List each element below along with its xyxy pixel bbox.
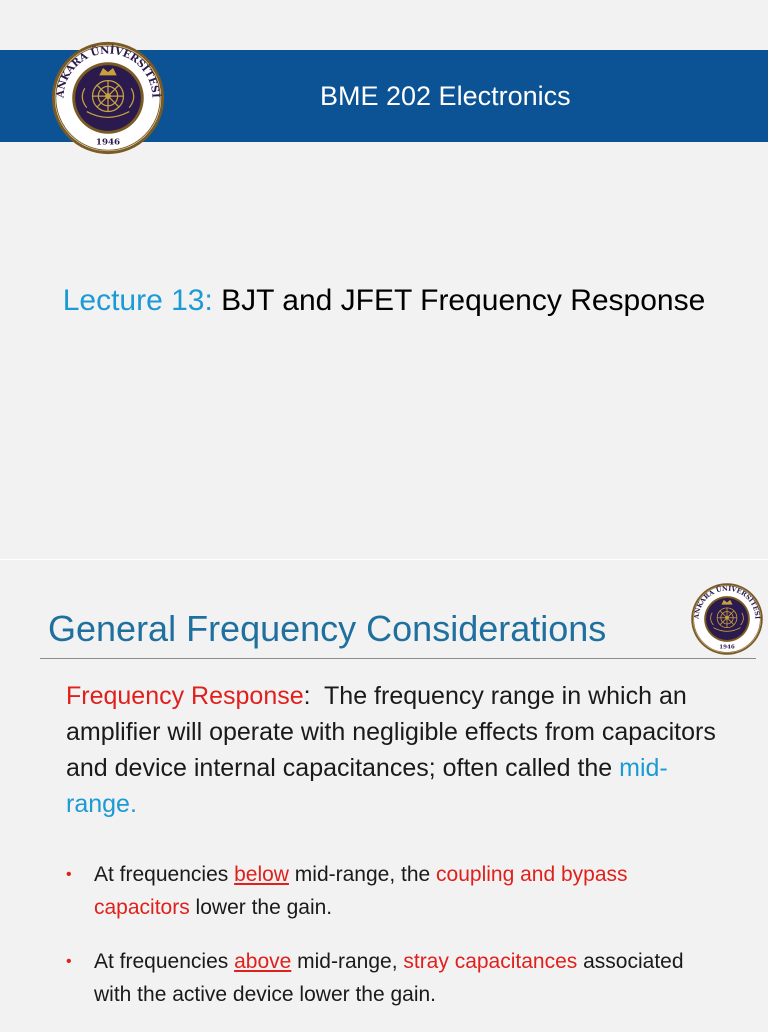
bullet-highlight: coupling and bypass capacitors [94,863,628,919]
list-item [66,945,716,1011]
university-seal-small-icon [690,582,764,656]
title-rule [40,658,756,659]
seal-small-year: 1946 [719,644,735,651]
definition-paragraph [66,678,726,822]
course-title: BME 202 Electronics [320,81,571,111]
university-seal-icon [50,40,166,156]
definition-term: Frequency Response [66,682,304,710]
bullet-list [66,858,716,1032]
bullet-highlight: stray capacitances [403,950,578,973]
lecture-name: BJT and JFET Frequency Response [212,284,706,317]
bullet-text: At frequencies [94,863,235,886]
lecture-label: Lecture 13: [62,284,213,317]
bullet-text: mid-range, [291,950,404,973]
bullet-emphasis: below [234,863,289,886]
seal-text: ANKARA ÜNİVERSİTESİ [54,44,162,99]
bullet-text: At frequencies [94,950,235,973]
bullet-text: associated with the active device lower the gain. [94,950,684,1006]
definition-text: The frequency range in which an amplifier will operate with negligible effects from capacitors and device internal capacitances; often called the [66,682,716,782]
slide-title: General Frequency Considerations [48,608,607,649]
list-item [66,858,716,924]
definition-colon: : [303,682,325,710]
bullet-text: mid-range, the [288,863,437,886]
bullet-icon: • [66,866,72,883]
bullet-emphasis: above [234,950,292,973]
bullet-text: lower the gain. [189,896,333,919]
seal-year: 1946 [95,137,121,148]
bullet-icon: • [66,953,72,970]
seal-small-text: ANKARA ÜNİVERSİTESİ [692,584,762,620]
definition-highlight: mid-range. [66,754,668,818]
lecture-title [40,278,728,323]
